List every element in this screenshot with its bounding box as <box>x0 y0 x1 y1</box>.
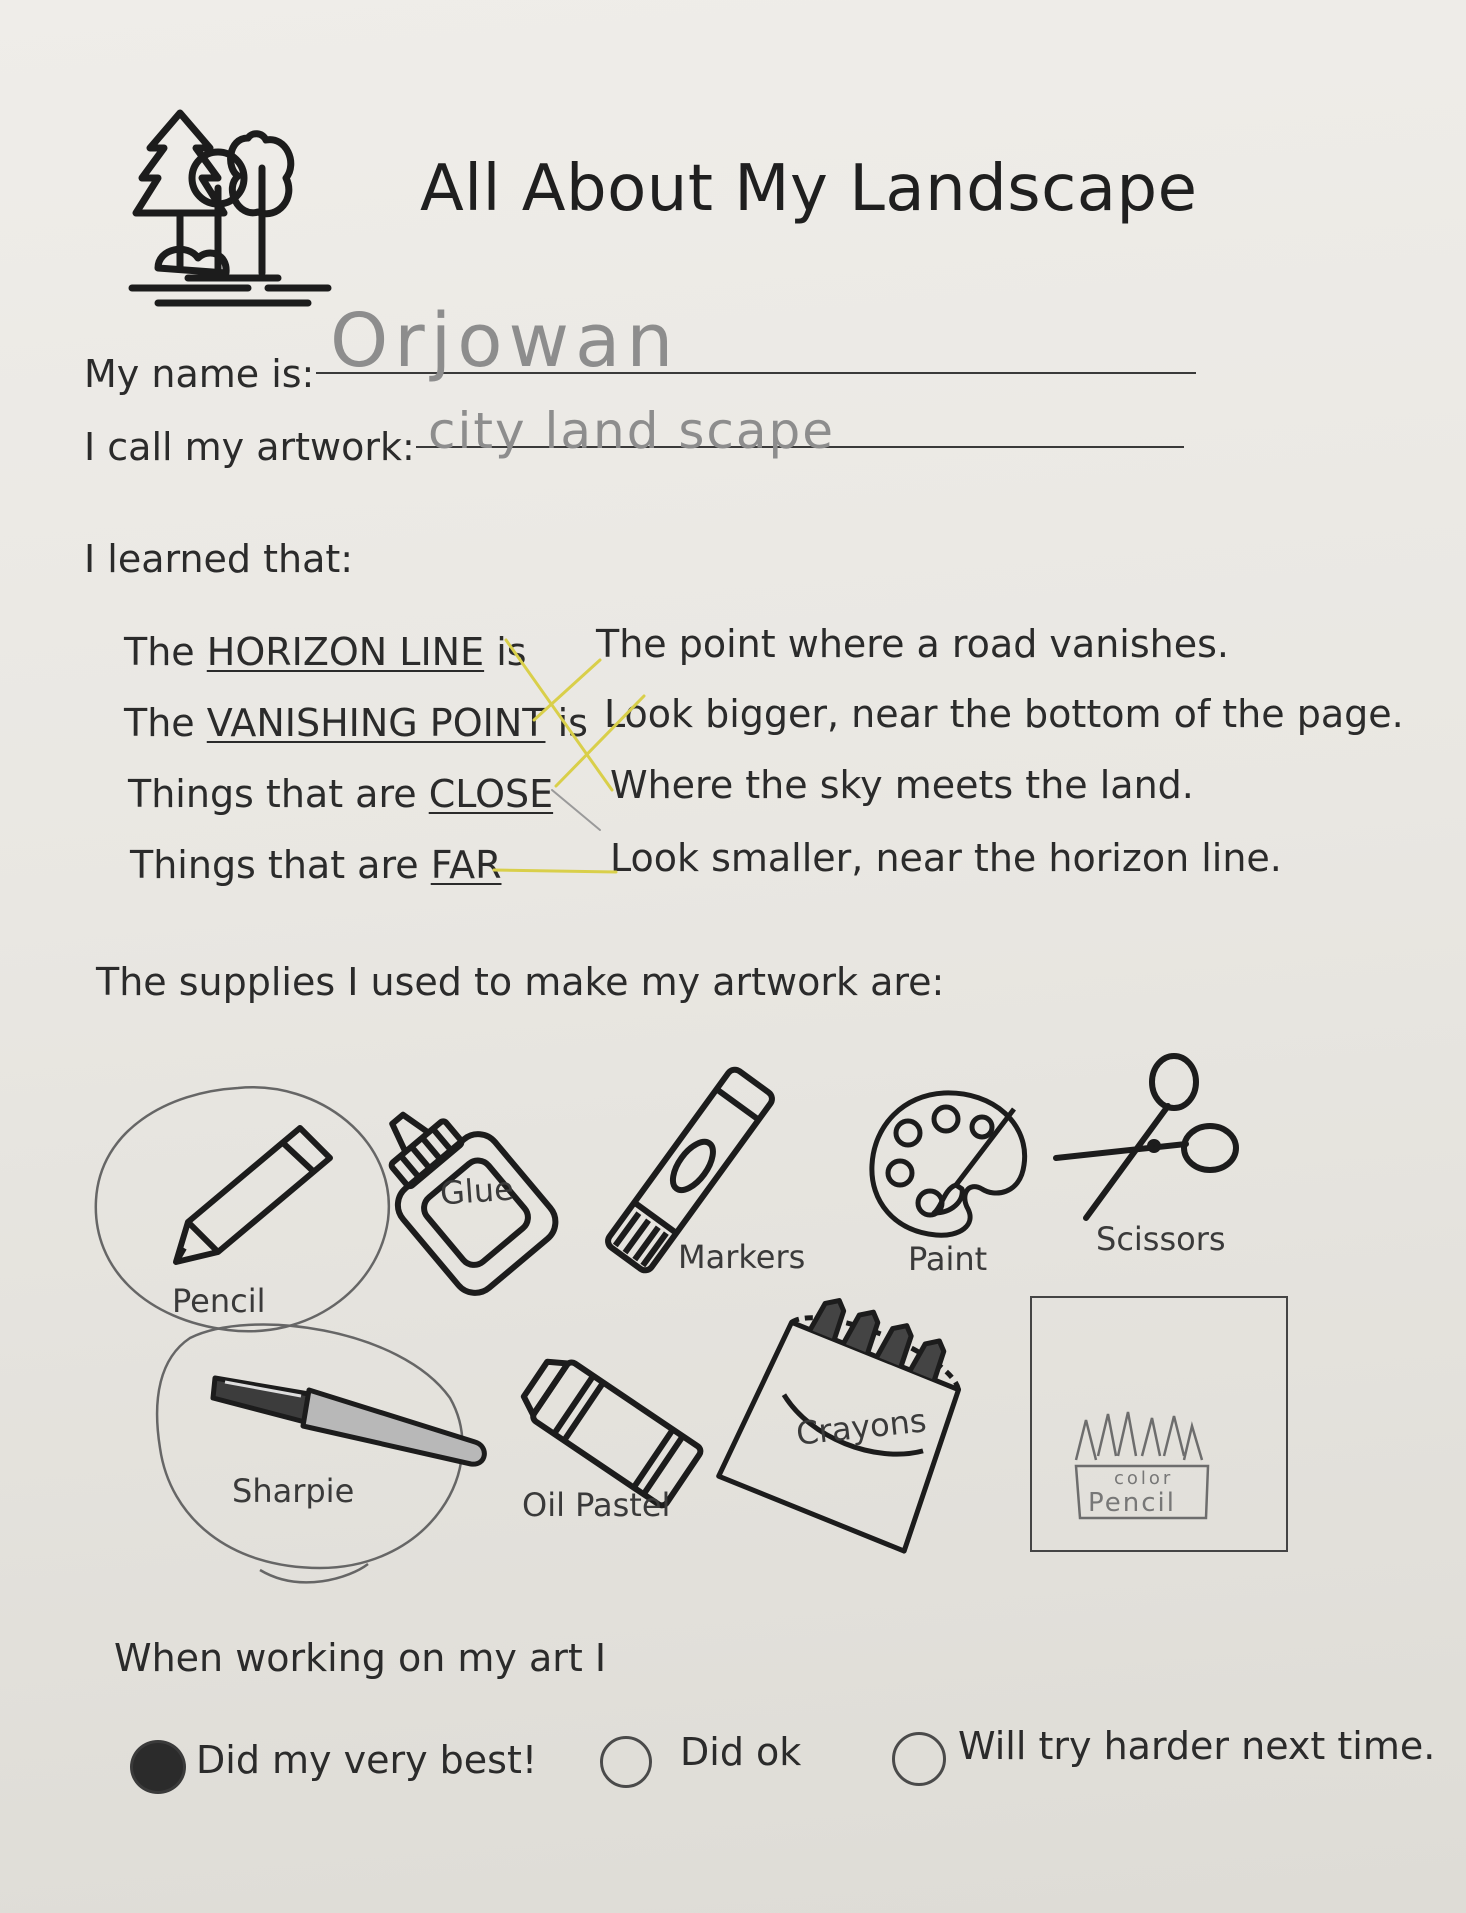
answer-line-far <box>494 870 616 872</box>
pencil-mark-a <box>552 790 600 830</box>
supply-label-paint: Paint <box>908 1240 988 1278</box>
sharpie-icon <box>205 1370 495 1480</box>
match-left-4-prefix: Things that are <box>130 843 431 887</box>
match-right-2: Look bigger, near the bottom of the page. <box>604 692 1404 736</box>
drawn-box-line1: color <box>1114 1468 1174 1489</box>
supply-label-scissors: Scissors <box>1096 1220 1226 1258</box>
match-left-2-suffix: is <box>545 701 588 745</box>
page-title: All About My Landscape <box>420 152 1198 226</box>
supply-label-oil-pastel: Oil Pastel <box>522 1486 671 1524</box>
radio-filled-icon[interactable] <box>130 1740 186 1794</box>
oil-pastel-icon <box>516 1365 706 1495</box>
scissors-icon <box>1050 1052 1250 1227</box>
pencil-icon <box>170 1120 340 1270</box>
name-value[interactable]: Orjowan <box>330 298 680 384</box>
effort-option-best-label: Did my very best! <box>196 1738 538 1782</box>
match-left-3-term: CLOSE <box>428 772 554 816</box>
match-left-2-prefix: The <box>124 701 207 745</box>
supply-label-pencil: Pencil <box>172 1282 266 1320</box>
supply-label-sharpie: Sharpie <box>232 1472 355 1510</box>
artwork-value[interactable]: city land scape <box>428 402 836 460</box>
match-left-1-term: HORIZON LINE <box>206 630 485 674</box>
match-left-3-prefix: Things that are <box>128 772 429 816</box>
radio-empty-icon[interactable] <box>600 1736 652 1788</box>
match-left-1-suffix: is <box>484 630 527 674</box>
artwork-label: I call my artwork: <box>84 425 415 469</box>
match-left-2-term: VANISHING POINT <box>206 701 546 745</box>
match-right-4: Look smaller, near the horizon line. <box>610 836 1282 880</box>
answer-line-vanishing <box>534 660 600 720</box>
effort-label: When working on my art I <box>114 1636 607 1680</box>
radio-empty-icon[interactable] <box>892 1732 946 1786</box>
paint-palette-icon <box>864 1085 1034 1245</box>
match-right-1: The point where a road vanishes. <box>596 622 1229 666</box>
supply-label-crayons: Crayons <box>794 1401 929 1453</box>
effort-option-try-harder[interactable] <box>892 1724 1436 1784</box>
effort-option-ok-label: Did ok <box>680 1730 802 1774</box>
match-right-3: Where the sky meets the land. <box>610 763 1194 807</box>
effort-option-ok[interactable] <box>600 1730 820 1790</box>
learned-label: I learned that: <box>84 537 354 581</box>
supply-label-markers: Markers <box>678 1238 806 1276</box>
drawn-box-line2: Pencil <box>1088 1488 1176 1518</box>
supply-label-glue: Glue <box>438 1169 515 1213</box>
effort-option-best[interactable] <box>130 1736 538 1796</box>
effort-option-try-harder-label: Will try harder next time. <box>958 1724 1436 1768</box>
match-left-4-term: FAR <box>430 843 502 887</box>
supplies-label: The supplies I used to make my artwork are: <box>96 960 945 1004</box>
match-left-1-prefix: The <box>124 630 207 674</box>
name-label: My name is: <box>84 352 315 396</box>
